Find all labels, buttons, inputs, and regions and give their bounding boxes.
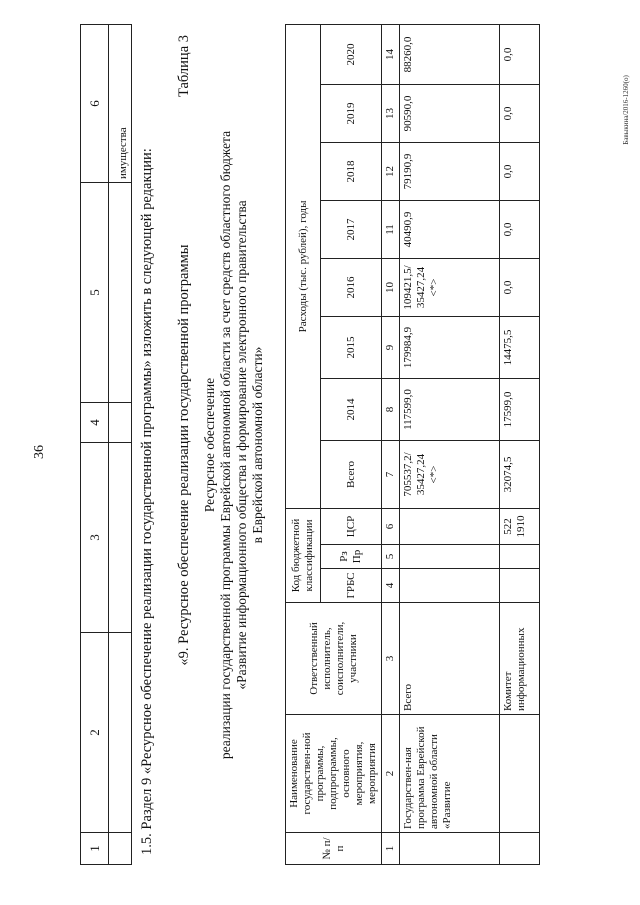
- row-rzpr: [500, 545, 540, 569]
- table-cell: [109, 633, 132, 833]
- row-csr: 522 1910: [500, 508, 540, 544]
- row-total: 705537,2/ 35427,24 <*>: [400, 440, 500, 508]
- row-no: [500, 833, 540, 865]
- column-number: 8: [382, 378, 400, 440]
- resource-title-line: Ресурсное обеспечение: [202, 377, 217, 513]
- resource-table: [285, 24, 540, 865]
- row-responsible: Всего: [400, 603, 500, 715]
- table-cell: 6: [81, 25, 109, 183]
- row-value: 88260,0: [400, 24, 500, 84]
- row-value: 14475,5: [500, 316, 540, 378]
- table-label: Таблица 3: [176, 35, 192, 98]
- header-budget-code: Код бюджетной классификации: [286, 508, 321, 602]
- column-number: 1: [382, 833, 400, 865]
- column-number: 12: [382, 142, 400, 200]
- column-number: 7: [382, 440, 400, 508]
- header-name: Наименование государствен-ной программы, подпрограммы, основного мероприятия, мероприятия: [286, 715, 382, 833]
- table-cell: [109, 833, 132, 865]
- resource-title-line: в Еврейской автономной области»: [250, 346, 265, 544]
- column-number: 6: [382, 508, 400, 544]
- table-row: [500, 24, 540, 864]
- column-number: 14: [382, 24, 400, 84]
- header-year: 2014: [321, 378, 382, 440]
- row-grbs: [400, 569, 500, 603]
- row-value: 17599,0: [500, 378, 540, 440]
- column-number: 2: [382, 715, 400, 833]
- row-csr: [400, 508, 500, 544]
- column-number: 4: [382, 569, 400, 603]
- rotated-page-content: [80, 25, 540, 865]
- header-responsible: Ответственный исполнитель, соисполнители, участники: [286, 603, 382, 715]
- row-value: 117599,0: [400, 378, 500, 440]
- row-rzpr: [400, 545, 500, 569]
- row-value: 0,0: [500, 24, 540, 84]
- table-cell: 3: [81, 443, 109, 633]
- row-value: 0,0: [500, 142, 540, 200]
- row-value: 90590,0: [400, 84, 500, 142]
- table-row: [109, 25, 132, 865]
- row-responsible: Комитет информационных: [500, 603, 540, 715]
- row-value: 79190,9: [400, 142, 500, 200]
- resource-title: [202, 35, 266, 855]
- header-year: 2015: [321, 316, 382, 378]
- header-grbs: ГРБС: [321, 569, 382, 603]
- row-value: 0,0: [500, 200, 540, 258]
- header-year: 2016: [321, 258, 382, 316]
- table-cell: имущества: [109, 25, 132, 183]
- column-number: 3: [382, 603, 400, 715]
- section-title: «9. Ресурсное обеспечение реализации государственной программы: [176, 244, 192, 666]
- top-continuation-table: [80, 24, 132, 865]
- header-rzpr: Рз Пр: [321, 545, 382, 569]
- row-grbs: [500, 569, 540, 603]
- table-cell: 2: [81, 633, 109, 833]
- header-year: 2017: [321, 200, 382, 258]
- header-year: 2019: [321, 84, 382, 142]
- table-cell: 1: [81, 833, 109, 865]
- table-header-row: [286, 24, 321, 864]
- resource-title-line: «Развитие информационного общества и формирование электронного правительства: [234, 200, 249, 690]
- table-row: [400, 24, 500, 864]
- header-csr: ЦСР: [321, 508, 382, 544]
- table-cell: 4: [81, 403, 109, 443]
- header-year: 2018: [321, 142, 382, 200]
- row-value: 0,0: [500, 258, 540, 316]
- column-number: 10: [382, 258, 400, 316]
- column-number: 5: [382, 545, 400, 569]
- row-value: 179984,9: [400, 316, 500, 378]
- column-number-row: [382, 24, 400, 864]
- column-number: 9: [382, 316, 400, 378]
- amendment-paragraph: 1.5. Раздел 9 «Ресурсное обеспечение реализации государственной программы» изложить в следующей редакции:: [139, 148, 155, 855]
- row-total: 32074,5: [500, 440, 540, 508]
- header-no: № п/п: [286, 833, 382, 865]
- resource-title-line: реализации государственной программы Еврейской автономной области за счет средств областного бюджета: [218, 130, 233, 760]
- document-stamp: Бавыкина/2016-1260(о): [622, 75, 630, 145]
- row-value: 0,0: [500, 84, 540, 142]
- column-number: 13: [382, 84, 400, 142]
- header-total: Всего: [321, 440, 382, 508]
- row-no: [400, 833, 500, 865]
- table-cell: [109, 443, 132, 633]
- row-program-name: Государствен-ная программа Еврейской автономной области «Развитие: [400, 715, 500, 833]
- header-expenses: Расходы (тыс. рублей), годы: [286, 24, 321, 508]
- table-cell: 5: [81, 183, 109, 403]
- table-row: [81, 25, 109, 865]
- column-number: 11: [382, 200, 400, 258]
- row-value: 40490,9: [400, 200, 500, 258]
- header-year: 2020: [321, 24, 382, 84]
- page-number: 36: [32, 445, 47, 459]
- row-program-name: [500, 715, 540, 833]
- table-cell: [109, 183, 132, 403]
- row-value: 109421,5/ 35427,24 <*>: [400, 258, 500, 316]
- table-cell: [109, 403, 132, 443]
